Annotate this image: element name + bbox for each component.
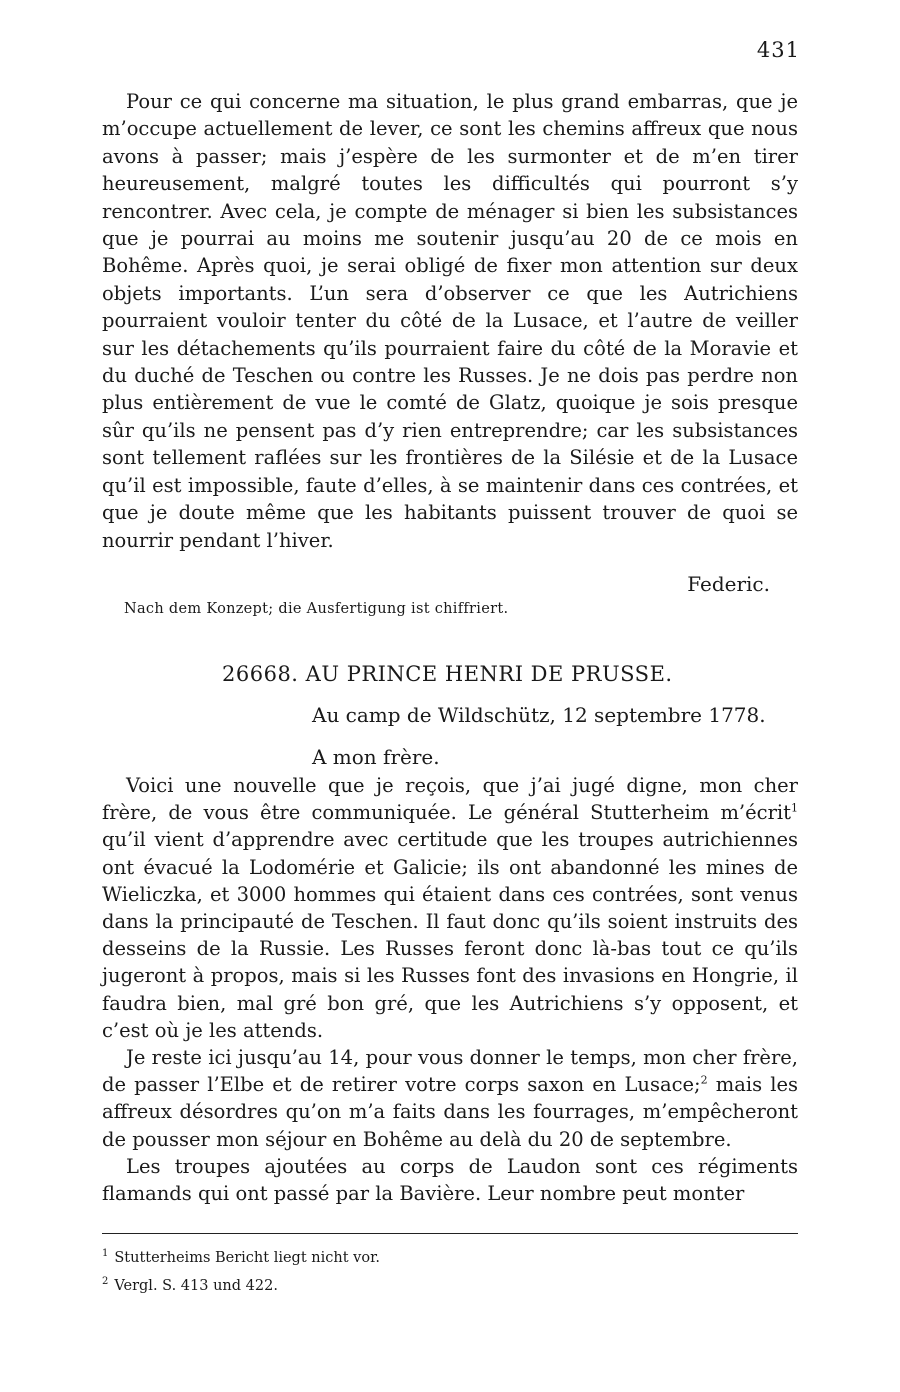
page-number: 431 <box>756 38 800 62</box>
letter-heading: 26668. AU PRINCE HENRI DE PRUSSE. <box>222 662 673 686</box>
footnote-reference: 2 <box>700 1073 708 1087</box>
footnote <box>102 1270 798 1298</box>
previous-letter-body <box>102 88 798 554</box>
paragraph-text: Voici une nouvelle que je reçois, que j’ai jugé digne, mon cher frère, de vous être communiquée. Le général Stutterheim m’écrit <box>102 774 798 825</box>
place-date: Au camp de Wildschütz, 12 septembre 1778. <box>312 703 766 727</box>
paragraph <box>102 772 798 1044</box>
letter-body <box>102 772 798 1207</box>
paragraph-text: Je reste ici jusqu’au 14, pour vous donner le temps, mon cher frère, de passer l’Elbe et de retirer votre corps saxon en Lusace; <box>102 1046 798 1097</box>
paragraph-text: qu’il vient d’apprendre avec certitude que les troupes autrichiennes ont évacué la Lodomérie et Galicie; ils ont abandonné les mines de Wieliczka, et 3000 hommes qui étaient dans ces contrées, sont venus dans la principauté de Teschen. Il faut donc qu’ils soient instruits des desseins de la Russie. Les Russes feront donc là-bas tout ce qu’ils jugeront à propos, mais si les Russes font des invasions en Hongrie, il faudra bien, mal gré bon gré, que les Autrichiens s’y opposent, et c’est où je les attends. <box>102 828 798 1042</box>
footnote-text: Stutterheims Bericht liegt nicht vor. <box>114 1249 381 1266</box>
footnote-marker: 2 <box>102 1275 109 1287</box>
paragraph <box>102 1044 798 1153</box>
footnotes <box>102 1242 798 1298</box>
signature: Federic. <box>687 572 770 596</box>
paragraph: Les troupes ajoutées au corps de Laudon sont ces régiments flamands qui ont passé par la Bavière. Leur nombre peut monter <box>102 1154 798 1206</box>
footnote-marker: 1 <box>102 1248 109 1259</box>
footnote-text: Vergl. S. 413 und 422. <box>114 1277 278 1294</box>
salutation: A mon frère. <box>312 745 440 769</box>
paragraph: Pour ce qui concerne ma situation, le plus grand embarras, que je m’occupe actuellement de lever, ce sont les chemins affreux que nous avons à passer; mais j’espère de les surmonter et de m’en tirer heureusement, malgré toutes les difficultés qui pourront s’y rencontrer. Avec cela, je compte de ménager si bien les subsistances que je pourrai au moins me soutenir jusqu’au 20 de ce mois en Bohême. Après quoi, je serai obligé de fixer mon attention sur deux objets importants. L’un sera d’observer ce que les Autrichiens pourraient vouloir tenter du côté de la Lusace, et l’autre de veiller sur les détachements qu’ils pourraient faire du côté de la Moravie et du duché de Teschen ou contre les Russes. Je ne dois pas perdre non plus entièrement de vue le comté de Glatz, quoique je sois presque sûr qu’ils ne pensent pas d’y rien entreprendre; car les subsistances sont tellement raflées sur les frontières de la Silésie et de la Lusace qu’il est impossible, faute d’elles, à se maintenir dans ces contrées, et que je doute même que les habitants puissent trouver de quoi se nourrir pendant l’hiver. <box>102 90 798 552</box>
paragraph-text: mais les affreux désordres qu’on m’a faits dans les fourrages, m’empêcheront de pousser mon séjour en Bohême au delà du 20 de septembre. <box>102 1073 798 1151</box>
footnote-divider <box>102 1233 798 1234</box>
footnote-reference: 1 <box>791 801 798 815</box>
footnote <box>102 1242 798 1270</box>
source-note: Nach dem Konzept; die Ausfertigung ist chiffriert. <box>124 601 509 617</box>
